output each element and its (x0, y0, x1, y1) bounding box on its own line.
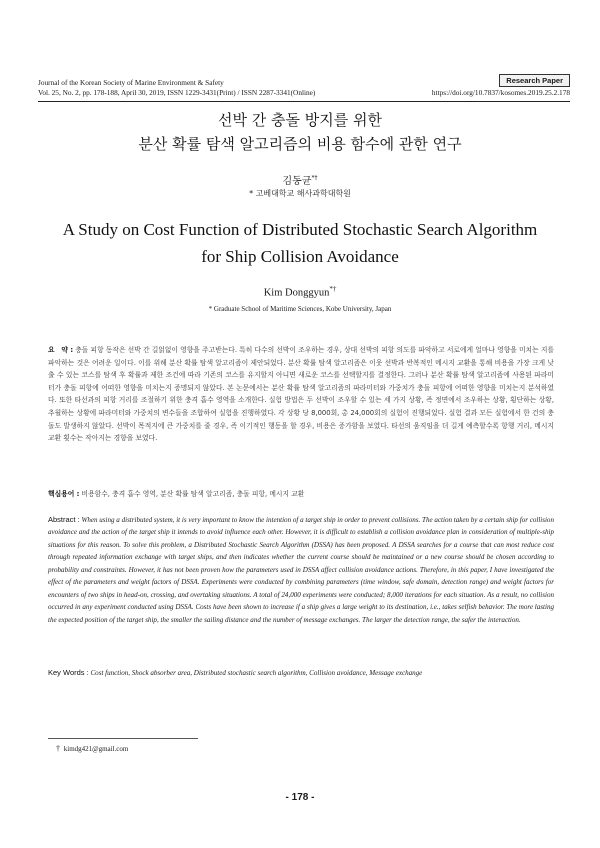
english-keywords (48, 668, 554, 677)
page-number: - 178 - (285, 792, 315, 803)
english-title-line1: A Study on Cost Function of Distributed Stochastic Search Algorithm (62, 220, 538, 239)
journal-volume: Vol. 25, No. 2, pp. 178-188, April 30, 2019, ISSN 1229-3431(Print) / ISSN 2287-3341(Online) (38, 88, 316, 97)
english-author-mark: *† (329, 285, 337, 293)
footnote (56, 744, 128, 753)
korean-keywords-text: 비용함수, 충격 흡수 영역, 분산 확률 탐색 알고리즘, 충돌 피항, 메시지 교환 (81, 490, 305, 498)
paper-type-badge: Research Paper (499, 74, 570, 87)
korean-abstract (48, 344, 554, 445)
header-rule (38, 101, 570, 102)
english-title (0, 216, 600, 270)
english-affiliation: * Graduate School of Maritime Sciences, Kobe University, Japan (208, 305, 392, 313)
korean-title (0, 108, 600, 156)
english-abstract (48, 514, 554, 626)
korean-title-line1: 선박 간 충돌 방지를 위한 (218, 111, 382, 129)
korean-title-line2: 분산 확률 탐색 알고리즘의 비용 함수에 관한 연구 (138, 135, 462, 153)
korean-author-name: 김동균 (282, 176, 312, 187)
footnote-rule (48, 738, 198, 739)
korean-abstract-label: 요 약 : (48, 346, 74, 354)
doi-link[interactable]: https://doi.org/10.7837/kosomes.2019.25.2.178 (431, 88, 570, 97)
english-abstract-label: Abstract : (48, 515, 80, 524)
english-author (0, 285, 600, 299)
korean-keywords-label: 핵심용어 : (48, 490, 80, 498)
korean-keywords (48, 488, 554, 498)
journal-name: Journal of the Korean Society of Marine Environment & Safety (38, 78, 224, 87)
korean-author (0, 172, 600, 187)
english-abstract-text: When using a distributed system, it is very important to know the intention of a target ship in order to prevent collisions. The action taken by a certain ship for collision avoidance and the action of the target ship it intends to avoid influence each other. However, it is difficult to establish a collision avoidance plan in consideration of multiple-ship situations for this reason. To solve this problem, a Distributed Stochastic Search Algorithm (DSSA) has been proposed. A DSSA searches for a course that can most reduce cost through repeated information exchange with target ships, and then indicates whether the current course should be maintained or a new course should be chosen according to probability and constraints. However, it has not been proven how the parameters used in DSSA affect collision avoidance actions. Therefore, in this paper, I have investigated the effect of the parameters and weight factors of DSSA. Experiments were conducted by combining parameters (time window, safe domain, detection range) and weight factors for encounters of two ships in head-on, crossing, and overtaking situations. A total of 24,000 experiments were conducted; 8,000 iterations for each situation. As a result, no collision occurred in any experiment conducted using DSSA. Costs have been shown to increase if a ship gives a large weight to its destination, i.e., takes selfish behavior. The more lasting the expected position of the target ship, the smaller the sailing distance and the number of message exchanges. The larger the detection range, the safer the interaction. (48, 516, 554, 624)
english-author-name: Kim Donggyun (263, 287, 330, 299)
korean-abstract-text: 충돌 피항 동작은 선박 간 길얽없이 영향을 주고받는다. 특히 다수의 선박이 조우하는 경우, 상대 선박의 피항 의도를 파악하고 서로에게 얼마나 영향을 미치는 지를 파악하는 것은 어려운 일이다. 이를 위해 분산 확률 탐색 알고리즘이 제안되었다. 분산 확률 탐색 알고리즘은 이웃 선박과 반복적인 메시지 교환을 통해 비용을 가장 크게 낮출 수 있는 코스를 탐색 후 확률과 제한 조건에 따라 기존의 코스를 유지할지 아니면 새로운 코스를 선택할지를 결정한다. 그러나 분산 확률 탐색 알고리즘에 사용된 파라미터가 충돌 피항에 어떠한 영향을 미치는지 증명되지 않았다. 본 논문에서는 분산 확률 탐색 알고리즘의 파라미터와 가중치가 충돌 피항에 어떠한 영향을 미치는지 분석하였다. 또한 타선과의 피항 거리를 조절하기 위한 충격 흡수 영역을 소개한다. 실험 방법은 두 선박이 조우할 수 있는 세 가지 상황, 즉 정면에서 조우하는 상황, 횡단하는 상황, 추월하는 상황에 파라미터와 가중치의 변수들을 조합하여 실험을 진행하였다. 각 상황 당 8,000회, 총 24,000회의 실험이 진행되었다. 실험 결과 모든 실험에서 한 건의 충돌도 발생하지 않았다. 선박이 목적지에 큰 가중치를 줄 경우, 즉 이기적인 행동을 할 경우, 비용은 증가함을 보였다. 타선의 움직임을 더 길게 예측할수록 항행 거리, 메시지 교환 횟수는 작아지는 경향을 보였다. (48, 346, 554, 443)
korean-author-mark: *† (311, 174, 318, 182)
corresponding-email[interactable]: kimdg421@gmail.com (63, 745, 129, 753)
footnote-mark: † (56, 744, 60, 753)
korean-affiliation: * 고베대학교 해사과학대학원 (249, 189, 351, 198)
journal-info (38, 78, 315, 98)
english-keywords-text: Cost function, Shock absorber area, Distributed stochastic search algorithm, Collision avoidance, Message exchange (90, 669, 423, 677)
english-keywords-label: Key Words : (48, 668, 89, 677)
english-title-line2: for Ship Collision Avoidance (201, 247, 399, 266)
